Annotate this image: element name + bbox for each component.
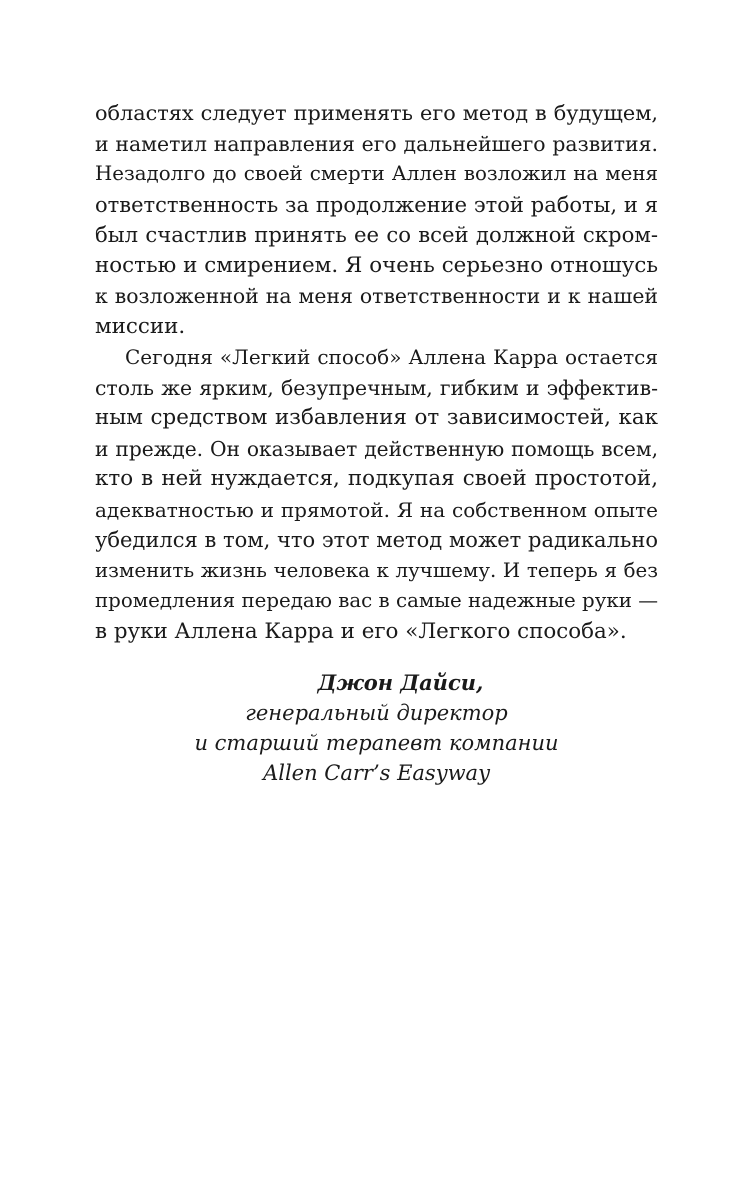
text-line: в руки Аллена Карра и его «Легкого способа».: [95, 618, 627, 644]
text-line: адекватностью и прямотой. Я на собственном опыте: [95, 497, 658, 522]
text-line: изменить жизнь человека к лучшему. И теперь я без: [95, 558, 658, 582]
text-line: областях следует применять его метод в будущем,: [95, 101, 658, 125]
text-line: ным средством избавления от зависимостей, как: [95, 405, 658, 430]
text-line: был счастлив принять ее со всей должной скром-: [95, 222, 658, 247]
text-line: убедился в том, что этот метод может радикально: [95, 528, 658, 552]
paragraph-1: [95, 98, 658, 342]
paragraph-2: [95, 342, 658, 647]
author-title: генеральный директор: [245, 701, 508, 725]
text-line: и прежде. Он оказывает действенную помощь всем,: [95, 436, 658, 461]
text-line: ответственность за продолжение этой работы, и я: [95, 192, 658, 217]
text-line: и наметил направления его дальнейшего развития.: [95, 131, 658, 156]
text-line: Сегодня «Легкий способ» Аллена Карра остается: [125, 345, 658, 369]
text-line: миссии.: [95, 313, 186, 339]
signature-block: [95, 668, 658, 788]
company-name: Allen Carr’s Easyway: [263, 761, 490, 785]
text-line: кто в ней нуждается, подкупая своей простотой,: [95, 466, 658, 491]
text-line: к возложенной на меня ответственности и к нашей: [95, 284, 658, 308]
author-name: Джон Дайси,: [317, 670, 484, 695]
text-line: Незадолго до своей смерти Аллен возложил на меня: [95, 162, 658, 185]
author-title-continued: и старший терапевт компании: [194, 731, 559, 755]
text-line: столь же ярким, безупречным, гибким и эффектив-: [95, 375, 658, 400]
body-text: [95, 98, 658, 647]
text-line: ностью и смирением. Я очень серьезно отношусь: [95, 252, 658, 278]
text-line: промедления передаю вас в самые надежные руки —: [95, 589, 658, 612]
